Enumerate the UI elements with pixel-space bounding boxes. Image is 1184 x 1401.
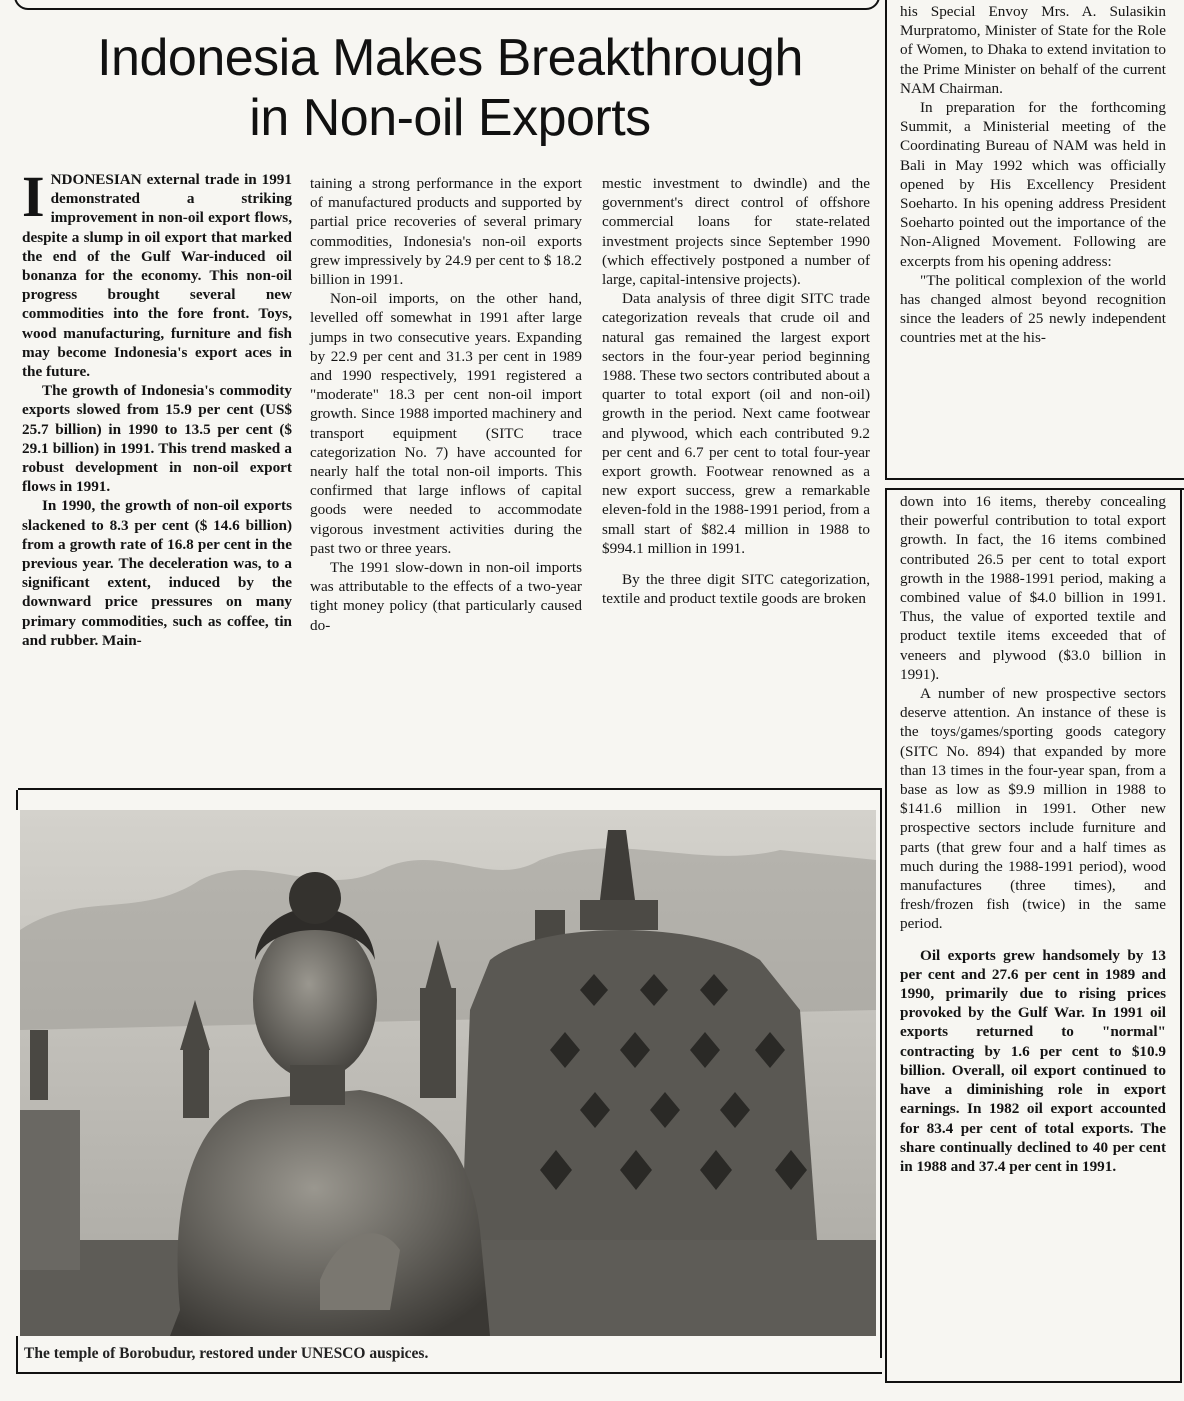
article-rule-above-photo — [18, 788, 880, 790]
bottom-box-top-rule — [885, 488, 1184, 490]
article-rule-right — [880, 788, 882, 1358]
article-rule-left — [16, 790, 18, 810]
headline — [22, 28, 878, 148]
paragraph: taining a strong performance in the export of manufactured products and supported by partial price recoveries of several primary commodities, Indonesia's non-oil exports grew impressively by 24.9 per cent to $ 18.2 billion in 1991. — [310, 175, 582, 289]
paragraph: In 1990, the growth of non-oil exports slackened to 8.3 per cent ($ 14.6 billion) from a growth rate of 16.8 per cent in the previous year. The deceleration was, to a significant extent, induced by the downward price pressures on many primary commodities, such as coffee, tin and rubber. Main- — [22, 497, 292, 649]
paragraph: mestic investment to dwindle) and the government's direct control of offshore commercial loans for state-related investment projects since September 1990 (which effectively postponed a number of large, capital-intensive projects). — [602, 175, 870, 289]
column-rule-right — [885, 0, 887, 478]
paragraph: A number of new prospective sectors deserve attention. An instance of these is the toys/games/sporting goods category (SITC No. 894) that expanded by more than 13 times in the four-year span, from a base as low as $9.9 million in 1988 to $141.6 million in 1991. Other new prospective sectors include furniture and parts (that grew four and a half times as much during the 1988-1991 period), wood manufactures (three times), and fresh/frozen fish (twice) in the same period. — [900, 685, 1166, 933]
paragraph: Oil exports grew handsomely by 13 per cent and 27.6 per cent in 1989 and 1990, primarily due to rising prices provoked by the Gulf War. In 1991 oil exports returned to "normal" contracting by 1.6 per cent to $10.9 billion. Overall, oil export continued to have a diminishing role in export earnings. In 1982 oil export accounted for 83.4 per cent of total exports. The share continually declined to 40 per cent in 1988 and 37.4 per cent in 1991. — [900, 946, 1166, 1175]
article-column-4 — [900, 492, 1166, 1176]
paragraph: down into 16 items, thereby concealing their powerful contribution to total export growth. In fact, the 16 items combined contributed 26.5 per cent to total export growth in the 1988-1991 period, making a combined value of $4.0 billion in 1991. Thus, the value of exported textile and product textile items exceeded that of veneers and plywood ($3.0 billion in 1991). — [900, 493, 1166, 683]
paragraph: Non-oil imports, on the other hand, levelled off somewhat in 1991 after large jumps in two consecutive years. Expanding by 22.9 per cent and 31.3 per cent in 1989 and 1990 respectively, 1991 registered a "moderate" 18.3 per cent non-oil import growth. Since 1988 imported machinery and transport equipment (SITC trace categorization No. 7) have accounted for nearly half the total non-oil imports. This confirmed that large inflows of capital goods were needed to accommodate vigorous investment activities during the past two or three years. — [310, 290, 582, 557]
drop-cap: I — [22, 164, 45, 229]
article-rule-left-lower — [16, 1336, 18, 1374]
paragraph: Data analysis of three digit SITC trade categorization reveals that crude oil and natural gas remained the largest export sectors in the four-year period beginning 1988. These two sectors contributed about a quarter to total export (oil and non-oil) growth in the period. Next came footwear and plywood, which each contributed 9.2 per cent and 6.7 per cent to total four-year export growth. Footwear renowned as a new export success, grew a remarkable eleven-fold in the 1988-1991 period, from a small start of $82.4 million in 1988 to $994.1 million in 1991. — [602, 290, 870, 557]
bottom-box-bottom-rule — [885, 1381, 1182, 1383]
bottom-box-left-rule — [885, 488, 887, 1383]
paragraph: By the three digit SITC categorization, textile and product textile goods are broken — [602, 571, 870, 608]
headline-line-1: Indonesia Makes Breakthrough — [97, 29, 803, 87]
paragraph: "The political complexion of the world has changed almost beyond recognition since the leaders of 25 newly independent countries met at the his- — [900, 271, 1166, 347]
paragraph: his Special Envoy Mrs. A. Sulasikin Murpratomo, Minister of State for the Role of Women, to Dhaka to extend invitation to the Prime Minister on behalf of the current NAM Chairman. — [900, 3, 1166, 97]
article-column-2 — [310, 174, 582, 635]
paragraph-intro: INDONESIAN external trade in 1991 demonstrated a striking improvement in non-oil export flows, despite a slump in oil export that marked the end of the Gulf War-induced oil bonanza for the economy. This non-oil progress brought several new commodities into the fore front. Toys, wood manufacturing, furniture and fish may become Indonesia's export aces in the future. — [22, 164, 292, 381]
borobudur-photo — [20, 810, 876, 1336]
article-column-1 — [22, 164, 292, 650]
article-column-3 — [602, 174, 870, 608]
headline-line-2: in Non-oil Exports — [249, 89, 651, 147]
paragraph: The 1991 slow-down in non-oil imports was attributable to the effects of a two-year tight money policy (that particularly caused do- — [310, 559, 582, 634]
paragraph: In preparation for the forthcoming Summit, a Ministerial meeting of the Coordinating Bureau of NAM was held in Bali in May 1992 which was officially opened by His Excellency President Soeharto. In his opening address President Soeharto pointed out the importance of the Non-Aligned Movement. Following are excerpts from his opening address: — [900, 99, 1166, 270]
side-article-bottom-rule — [885, 478, 1184, 480]
side-article — [900, 2, 1166, 348]
top-border-frame — [14, 0, 880, 10]
paragraph: The growth of Indonesia's commodity exports slowed from 15.9 per cent (US$ 25.7 billion) in 1990 to 13.5 per cent ($ 29.1 billion) in 1991. This trend masked a robust development in non-oil export flows in 1991. — [22, 382, 292, 496]
bottom-box-right-rule — [1180, 488, 1182, 1383]
photo-caption: The temple of Borobudur, restored under UNESCO auspices. — [24, 1345, 429, 1362]
article-rule-bottom — [16, 1372, 882, 1374]
